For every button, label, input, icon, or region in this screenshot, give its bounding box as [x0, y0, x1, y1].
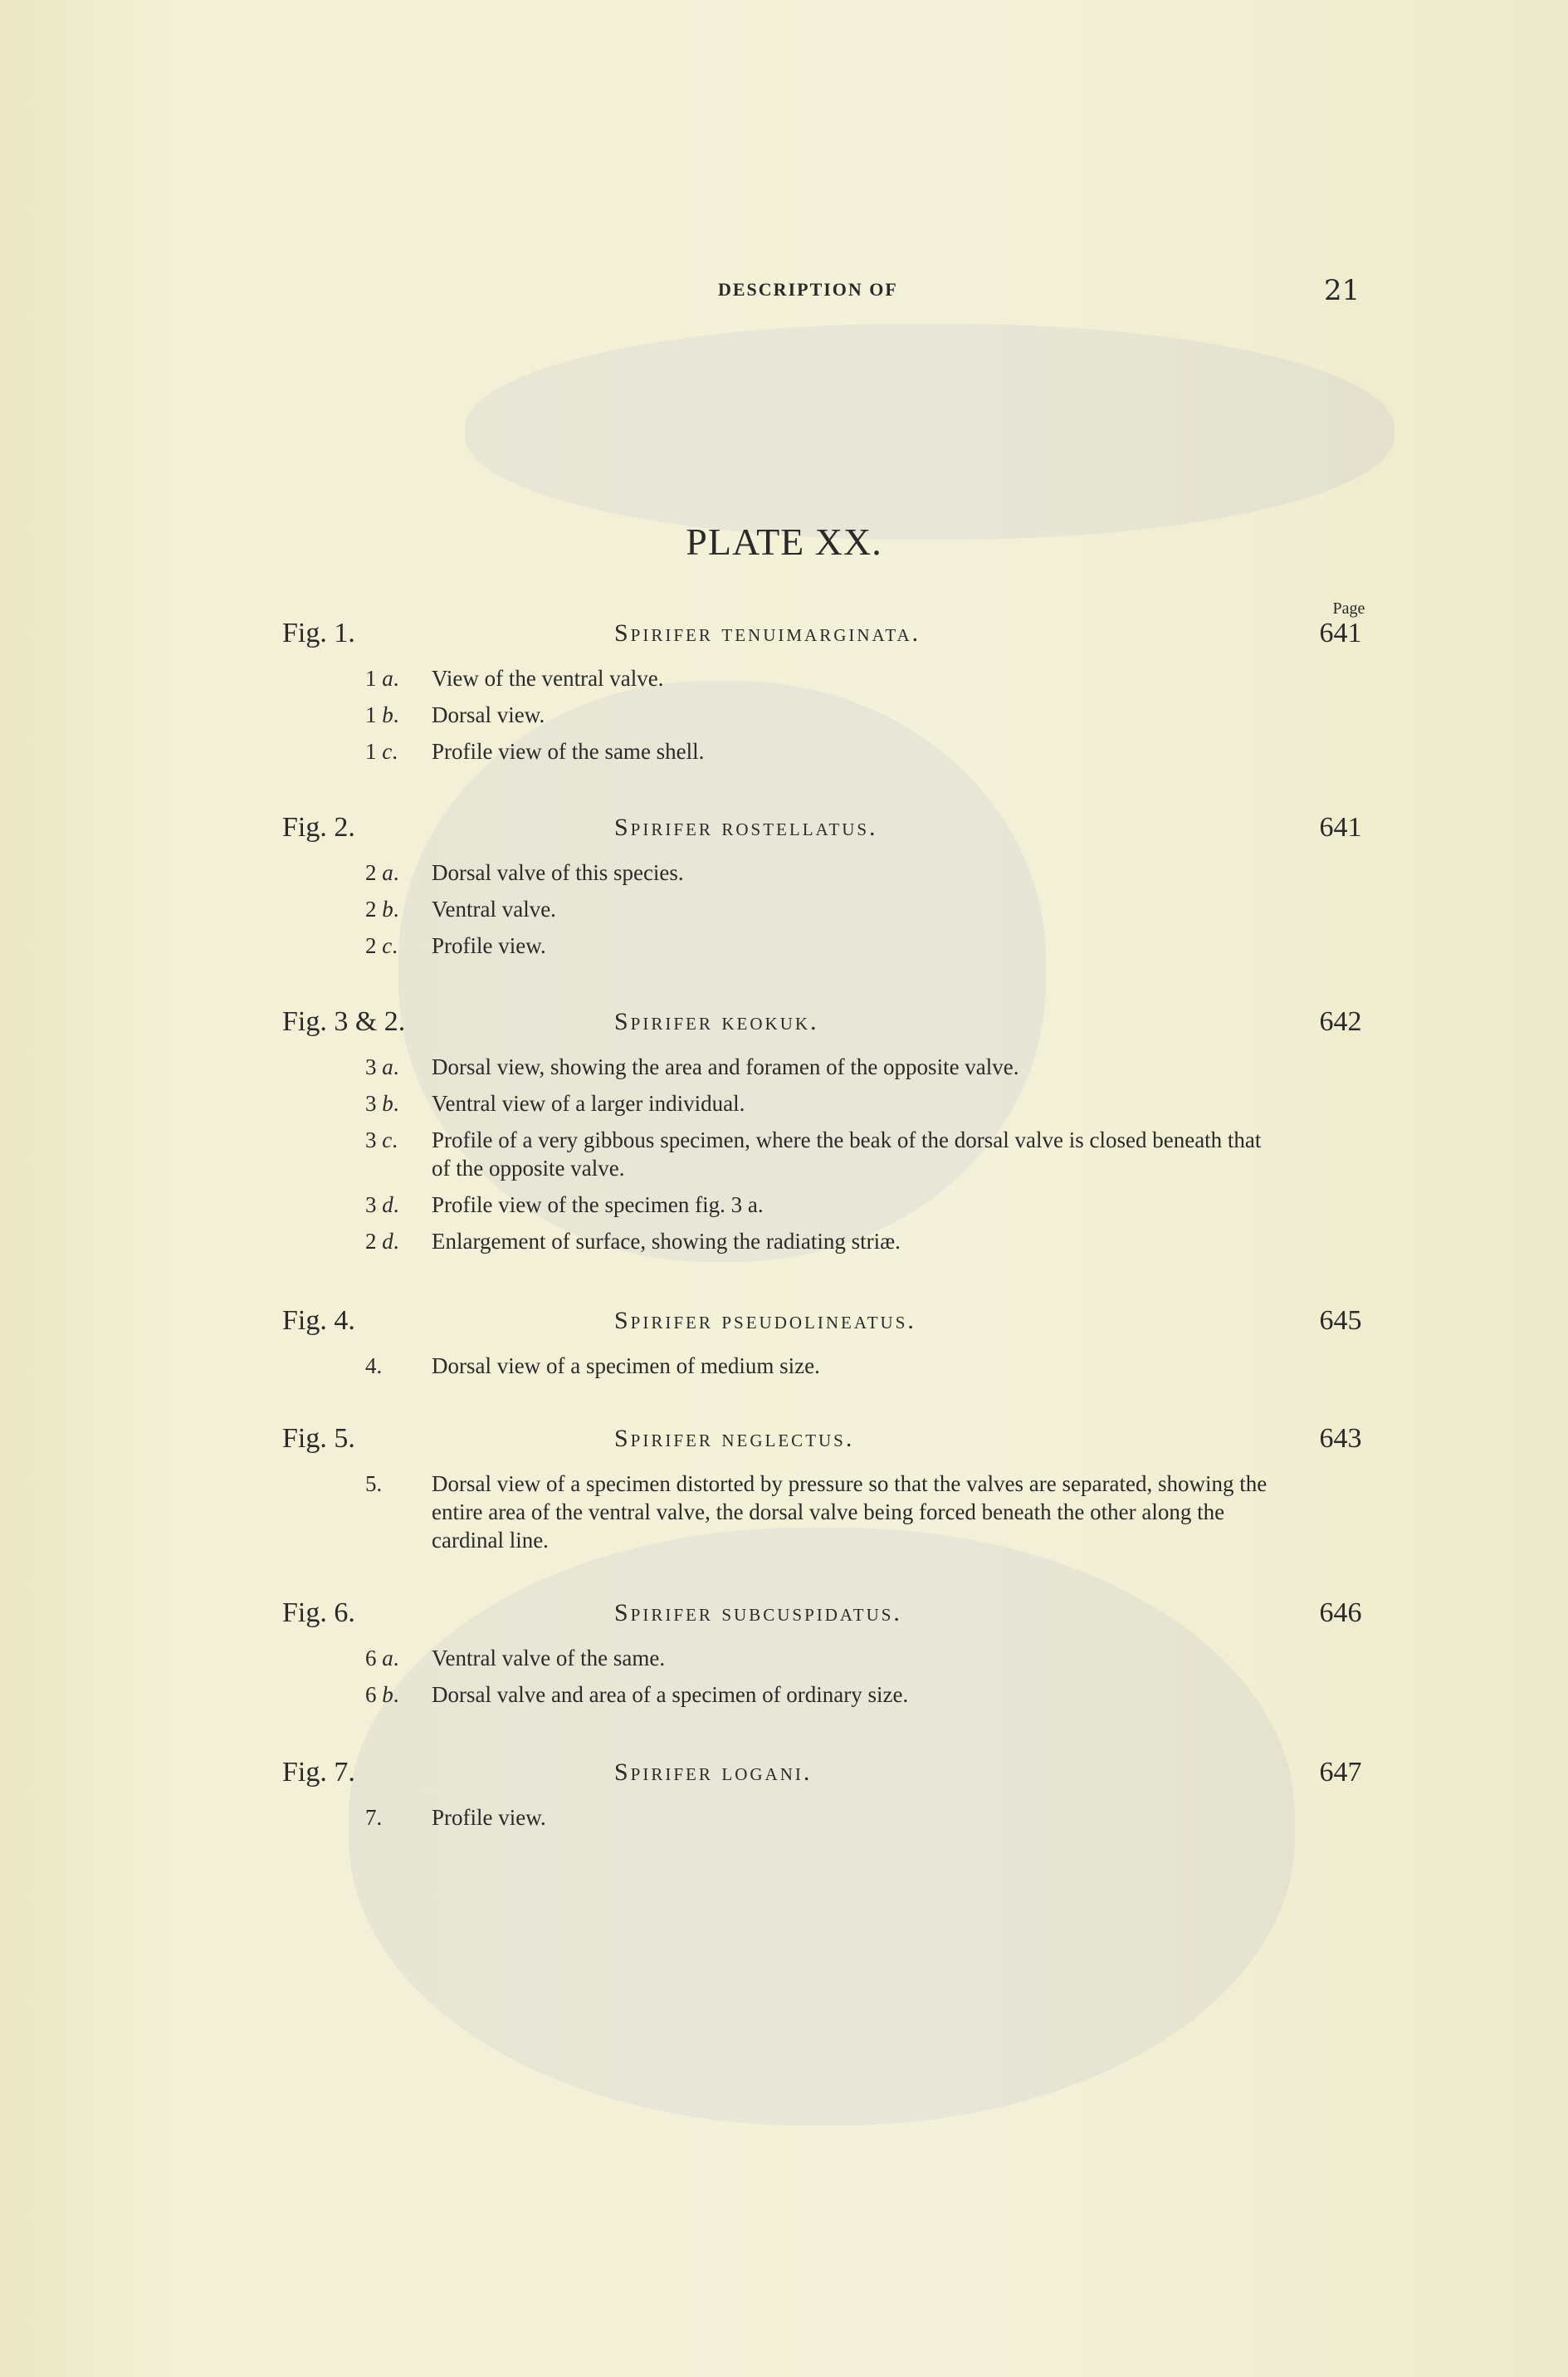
page-number: 21 — [1324, 274, 1360, 307]
species-name: Spirifer rostellatus. — [614, 814, 878, 841]
list-item: 2 b. Ventral valve. — [365, 897, 556, 922]
species-name: Spirifer subcuspidatus. — [614, 1599, 902, 1626]
figure-label: Fig. 3 & 2. — [282, 1006, 406, 1037]
list-item: 7. Profile view. — [365, 1805, 546, 1830]
page-reference: 642 — [1319, 1006, 1362, 1037]
figure-entry-4 — [0, 1305, 1568, 1388]
species-name: Spirifer keokuk. — [614, 1008, 819, 1035]
page-reference: 643 — [1319, 1423, 1362, 1454]
list-item: 3 c. Profile of a very gibbous specimen, where the beak of the dorsal valve is closed beneath that of the opposite valve. — [365, 1127, 1262, 1181]
list-item: 1 a. View of the ventral valve. — [365, 666, 664, 691]
list-item: 3 b. Ventral view of a larger individual. — [365, 1091, 745, 1116]
running-head: DESCRIPTION OF — [718, 279, 898, 300]
species-name: Spirifer neglectus. — [614, 1425, 855, 1452]
figure-entry-1 — [0, 618, 1568, 774]
figure-label: Fig. 4. — [282, 1305, 355, 1336]
figure-label: Fig. 7. — [282, 1757, 355, 1788]
bleed-through-shell-top — [465, 324, 1395, 540]
figure-entry-5 — [0, 1423, 1568, 1563]
list-item: 2 d. Enlargement of surface, showing the radiating striæ. — [365, 1229, 901, 1254]
figure-label: Fig. 2. — [282, 812, 355, 843]
figure-label: Fig. 6. — [282, 1597, 355, 1628]
list-item: 3 d. Profile view of the specimen fig. 3 a. — [365, 1192, 764, 1217]
plate-title: PLATE XX. — [686, 521, 882, 563]
page-reference: 647 — [1319, 1757, 1362, 1788]
figure-label: Fig. 5. — [282, 1423, 355, 1454]
figure-entry-7 — [0, 1757, 1568, 1840]
list-item: 6 a. Ventral valve of the same. — [365, 1646, 666, 1670]
species-name: Spirifer pseudolineatus. — [614, 1307, 916, 1334]
list-item: 2 a. Dorsal valve of this species. — [365, 860, 684, 885]
figure-entry-3 — [0, 1006, 1568, 1264]
page-reference: 646 — [1319, 1597, 1362, 1628]
figure-label: Fig. 1. — [282, 618, 355, 648]
list-item: 3 a. Dorsal view, showing the area and foramen of the opposite valve. — [365, 1054, 1019, 1079]
page-reference: 641 — [1319, 812, 1362, 843]
page-reference: 641 — [1319, 618, 1362, 648]
list-item: 1 c. Profile view of the same shell. — [365, 739, 705, 764]
figure-entry-2 — [0, 812, 1568, 968]
list-item: 6 b. Dorsal valve and area of a specimen of ordinary size. — [365, 1682, 909, 1707]
list-item: 1 b. Dorsal view. — [365, 702, 545, 727]
list-item: 4. Dorsal view of a specimen of medium size. — [365, 1353, 820, 1378]
list-item: 5. Dorsal view of a specimen distorted by pressure so that the valves are separated, showing the entire area of the ventral valve, the dorsal valve being forced beneath the other along the cardinal line. — [365, 1471, 1268, 1553]
species-name: Spirifer logani. — [614, 1758, 813, 1786]
list-item: 2 c. Profile view. — [365, 933, 546, 958]
figure-entry-6 — [0, 1597, 1568, 1717]
page-header — [0, 274, 1568, 307]
page-column-label: Page — [1332, 599, 1365, 618]
species-name: Spirifer tenuimarginata. — [614, 619, 921, 647]
page-reference: 645 — [1319, 1305, 1362, 1336]
